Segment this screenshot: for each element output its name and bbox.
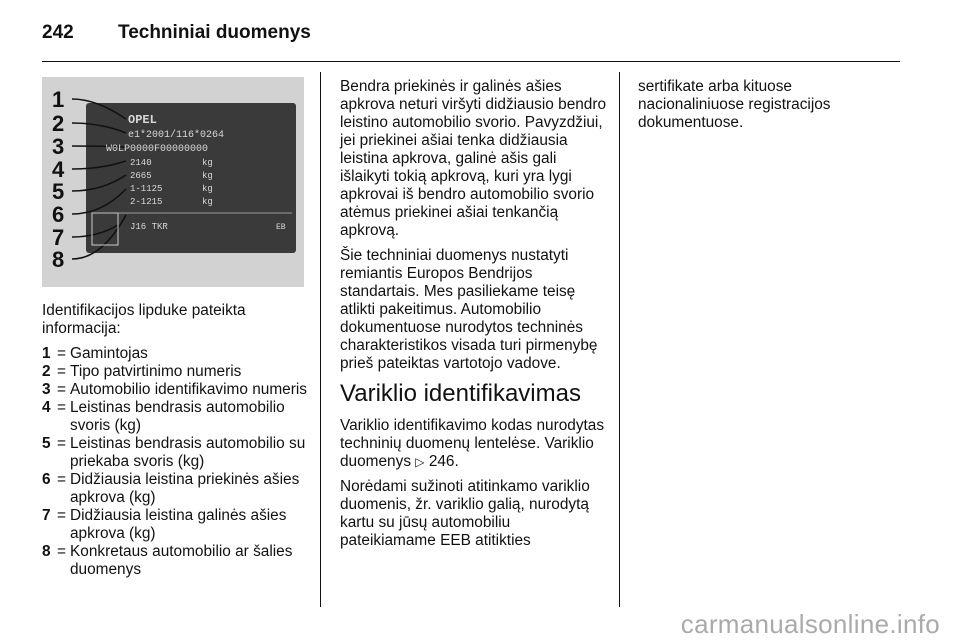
plate-side-mark: EB — [276, 223, 286, 232]
engine-data-paragraph: Norėdami sužinoti atitinkamo variklio duomenis, žr. variklio galią, nurodytą kartu su jūsų automobiliu pateikiamame EEB atitikties — [340, 478, 590, 549]
identification-plate-figure — [42, 77, 304, 287]
callout-7: 7 — [52, 225, 65, 250]
legend-item: 6 = Didžiausia leistina priekinės ašies apkrova (kg) — [42, 471, 300, 506]
page-reference[interactable]: 246. — [428, 453, 459, 470]
plate-unit-1: kg — [202, 158, 213, 168]
page-ref-arrow-icon: ▷ — [415, 455, 425, 469]
page-title: Techniniai duomenys — [118, 22, 311, 43]
plate-weight-2: 2665 — [130, 171, 152, 181]
certificate-paragraph: sertifikate arba kituose nacionaliniuose registracijos dokumentuose. — [638, 78, 831, 131]
section-heading: Variklio identifikavimas — [340, 380, 581, 407]
plate-bottom-code: J16 TKR — [130, 222, 168, 232]
column-divider — [619, 72, 620, 607]
callout-8: 8 — [52, 247, 65, 272]
callout-1: 1 — [52, 87, 65, 112]
middle-column — [340, 78, 608, 557]
legend-intro: Identifikacijos lipduke pateikta informacija: — [42, 302, 246, 337]
plate-weight-3: 1-1125 — [130, 184, 163, 194]
right-column — [638, 78, 898, 139]
plate-weight-1: 2140 — [130, 158, 152, 168]
callout-2: 2 — [52, 111, 65, 136]
standards-paragraph: Šie techniniai duomenys nustatyti remiantis Europos Bendrijos standartais. Mes pasiliekame teisę atlikti pakeitimus. Automobilio dokumentuose nurodytos techninės charakteristikos visada turi pirmenybę prieš pateiktas vartotojo vadove. — [340, 247, 598, 372]
plate-approval: e1*2001/116*0264 — [128, 130, 225, 141]
page-number: 242 — [42, 22, 74, 43]
axle-load-paragraph: Bendra priekinės ir galinės ašies apkrova neturi viršyti didžiausio bendro leistino automobilio svorio. Pavyzdžiui, jei priekinei ašiai tenka didžiausia leistina apkrova, galinė ašis gali išlaikyti tokią apkrovą, kuri yra lygi apkrovai iš bendro automobilio svorio atėmus priekinei ašiai tenkančią apkrovą. — [340, 78, 607, 239]
header-rule — [42, 61, 900, 62]
plate-unit-3: kg — [202, 184, 213, 194]
watermark: carmanualsonline.info — [680, 609, 940, 639]
callout-5: 5 — [52, 179, 65, 204]
plate-unit-2: kg — [202, 171, 213, 181]
plate-weight-4: 2-1215 — [130, 197, 163, 207]
plate-vin: W0LP0000F00000000 — [106, 144, 209, 155]
engine-code-paragraph: Variklio identifikavimo kodas nurodytas techninių duomenų lentelėse. Variklio duomenys ▷ 246. — [340, 417, 605, 470]
legend-list — [42, 345, 312, 579]
column-divider — [320, 72, 321, 607]
legend-item: 1 = Gamintojas — [42, 345, 148, 362]
callout-4: 4 — [52, 157, 65, 182]
legend-item: 8 = Konkretaus automobilio ar šalies duomenys — [42, 543, 293, 578]
legend-item: 5 = Leistinas bendrasis automobilio su priekaba svoris (kg) — [42, 435, 306, 470]
legend-item: 7 = Didžiausia leistina galinės ašies apkrova (kg) — [42, 507, 287, 542]
plate-unit-4: kg — [202, 197, 213, 207]
legend-item: 4 = Leistinas bendrasis automobilio svoris (kg) — [42, 399, 285, 434]
callout-3: 3 — [52, 134, 65, 159]
legend-item: 2 = Tipo patvirtinimo numeris — [42, 363, 242, 380]
left-column — [42, 302, 312, 579]
callout-6: 6 — [52, 202, 65, 227]
legend-item: 3 = Automobilio identifikavimo numeris — [42, 381, 307, 398]
plate-brand: OPEL — [128, 113, 157, 127]
